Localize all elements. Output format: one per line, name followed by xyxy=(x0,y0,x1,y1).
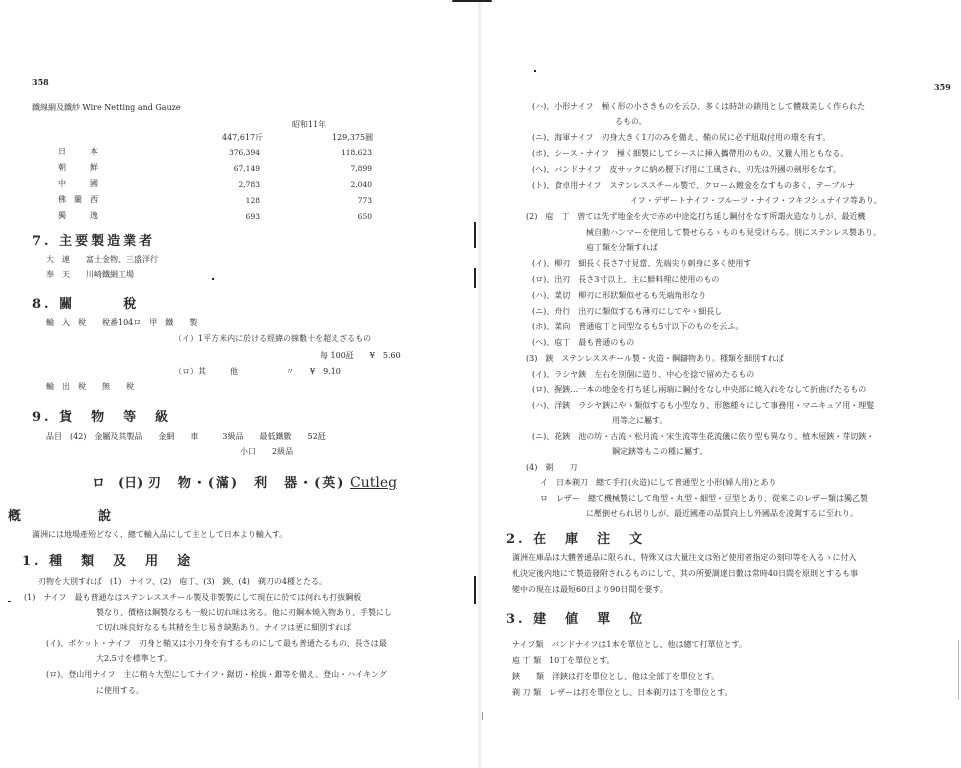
gutter-mark xyxy=(474,222,476,248)
paragraph-line: イ 日本剃刀 總て手打(火造)にして普通型と小形(婦人用)とあり xyxy=(540,478,777,487)
table-cell-val: 650 xyxy=(357,212,372,221)
paragraph-line: (3) 鋏 ステンレススチール製・火造・鋼鑄物あり。種類を細別すれば xyxy=(526,354,785,363)
table-row-label: 日 本 xyxy=(58,147,98,156)
paragraph-line: るもの。 xyxy=(615,117,647,126)
section-heading: 1. 種 類 及 用 途 xyxy=(22,554,194,569)
paragraph-line: に使用する。 xyxy=(96,686,144,695)
overview-text: 滿洲には地場產殆どなく、總て輸入品にして主として日本より輸入す。 xyxy=(32,530,288,539)
table-cell-qty: 693 xyxy=(245,212,260,221)
paragraph-line: (ロ)、登山用ナイフ 主に稍々大型にしてナイフ・鋸切・栓拔・錐等を備え、登山・ハイキング xyxy=(46,670,387,679)
paragraph-line: (ヘ)、バンドナイフ 皮サックに納め腰下げ用に工風され、刃先は外國の劍形をなす。 xyxy=(532,165,842,174)
unit-line: 庖 丁 類 10丁を單位とす。 xyxy=(512,656,615,665)
paragraph-line: 鋼定鋏等もこの種に屬す。 xyxy=(612,447,708,456)
grade-line: 品目 (42) 金屬及其製品 金網 車 3級品 最低鐵數 52瓩 xyxy=(46,432,326,441)
paragraph-line: (ニ)、花鋏 池の坊・古流・松月流・宋生流等生花流儀に依り型も異なり、植木屋鋏・芽切鋏・ xyxy=(532,432,875,441)
table-cell-qty: 67,149 xyxy=(233,164,260,173)
paragraph-line: て切れ味良好なるも其精を生じ易き缺點あり。ナイフは更に細別すれば xyxy=(96,623,352,632)
page-number: 358 xyxy=(32,77,49,87)
year-header: 昭和11年 xyxy=(292,120,327,129)
paragraph-line: (ヘ)、庖丁 最も普通のもの xyxy=(532,338,635,347)
gutter-mark xyxy=(474,576,476,604)
paragraph-line: (ニ)、海軍ナイフ 刃身大きく1刀のみを備え、鞘の尻に必ず紐取付用の環を有す。 xyxy=(532,133,831,142)
table-cell-qty: 2,783 xyxy=(238,180,260,189)
page-number: 359 xyxy=(934,82,951,92)
column-header-value: 129,375圓 xyxy=(332,133,374,142)
scan-speck xyxy=(212,278,214,280)
paragraph-line: (イ)、ラシヤ鋏 左右を別個に造り、中心を捻で留めたるもの xyxy=(532,370,755,379)
tariff-line: 輸 入 稅 稅番104ロ 甲 鐵 製 xyxy=(46,318,198,327)
scan-speck xyxy=(8,601,11,602)
paragraph-line: (ハ)、洋鋏 ラシヤ鋏にやゝ類似するも小型なり、形態種々にして事務用・マニキュア用・理髮 xyxy=(532,401,875,410)
table-row-label: 佛 蘭 西 xyxy=(58,195,98,204)
section-heading: 9. 貨 物 等 級 xyxy=(32,410,172,425)
paragraph-line: (1) ナイフ 最も普通なはステンレススチール製及非製製にして現在に於ては何れも打拔鋼板 xyxy=(24,593,362,602)
chapter-title-main: 刃 物・(滿) 利 器・(英) xyxy=(147,476,346,491)
tariff-line: （ロ）其 他 〃 ¥ 9.10 xyxy=(174,367,341,376)
paragraph-line: (ロ)、出刃 長さ3寸以上、主に鮮料理に使用のもの xyxy=(532,275,720,284)
paragraph-line: (ニ)、舟行 出刃に類似するも薄刃にしてやゝ細長し xyxy=(532,307,723,316)
paragraph-line: (イ)、ポケット・ナイフ 刃身と鞘又は小刀身を有するものにして最も普通たるもの、長さは最 xyxy=(46,639,387,648)
paragraph-line: 刃物を大別すれば (1) ナイフ、(2) 庖丁、(3) 鋏、(4) 剃刀の4種とたる。 xyxy=(38,577,327,586)
paragraph-line: (2) 庖 丁 曾ては先ず地金を火で赤め中途迄打ち延し鋼付をなす所謂火造なりしが、最近機 xyxy=(526,212,866,221)
manufacturer-line: 奉 天 川崎鐵網工場 xyxy=(46,270,134,279)
paragraph-line: (ハ)、菜切 柳刃に形狀類似せるも先端角形なり xyxy=(532,291,707,300)
table-cell-qty: 376,394 xyxy=(228,148,260,157)
table-cell-val: 773 xyxy=(357,196,372,205)
paragraph-line: 製なり、價格は鋼製なるも一般に切れ味は劣る。他に刃鋼本燒入物あり、手製にし xyxy=(96,608,392,617)
paragraph-line: 大2.5寸を標準とす。 xyxy=(96,654,173,663)
paragraph-line: (ホ)、菜向 普通庖丁と同型なるも5寸以下のものを云ふ。 xyxy=(532,322,744,331)
chapter-title-prefix: ロ (日) xyxy=(92,476,144,491)
paragraph-line: (ハ)、小形ナイフ 極く形の小さきものを云ひ、多くは時計の鎖用として體裁美しく作られた xyxy=(532,102,866,111)
section-heading: 8. 關 稅 xyxy=(32,297,140,312)
unit-line: 剃 刀 類 レザーは打を單位とし、日本剃刀は丁を單位とす。 xyxy=(512,688,733,697)
paragraph-line: に壓倒せられ居りしが、最近國產の品質向上し外國品を凌駕するに至れり。 xyxy=(586,509,858,518)
unit-line: ナイフ類 バンドナイフは1本を單位とし、他は總て打單位とす。 xyxy=(512,640,747,649)
left-page xyxy=(0,0,478,768)
paragraph-line: 械自動ハンマーを使用して製せらるゝものも見受けらる。別にステンレス製あり。 xyxy=(586,228,881,237)
chapter-title xyxy=(92,472,397,491)
table-row-label: 獨 逸 xyxy=(58,211,98,220)
paragraph-line: 庖丁類を分類すれば xyxy=(586,243,658,252)
chapter-title-english: Cutleg xyxy=(349,475,398,491)
table-cell-qty: 128 xyxy=(245,196,260,205)
table-row-label: 中 國 xyxy=(58,179,98,188)
paragraph-line: 滿洲在庫品は大體普通品に限られ、特殊又は大量注文は殆ど使用者指定の刻印等を入るゝに付入 xyxy=(512,553,857,562)
section-heading: 7. 主要製造業者 xyxy=(32,234,156,249)
column-header-quantity: 447,617斤 xyxy=(222,133,264,142)
paragraph-line: 變中の現在は最短60日より90日間を要す。 xyxy=(512,585,668,594)
scan-speck xyxy=(534,70,536,72)
table-cell-val: 7,899 xyxy=(350,164,372,173)
tariff-line: 輸 出 稅 無 稅 xyxy=(46,382,134,391)
scan-speck xyxy=(482,712,483,720)
paragraph-line: 用等之に屬す。 xyxy=(612,416,668,425)
right-page xyxy=(482,0,961,768)
paragraph-line: (ト)、食卓用ナイフ ステンレススチール製で、クローム鍍金をなすもの多く、テーブルナ xyxy=(532,181,856,190)
paragraph-line: ロ レザー 總て機械製にして角型・丸型・細型・豆型とあり、從來このレザー類は獨乙製 xyxy=(540,494,868,503)
table-row-label: 朝 鮮 xyxy=(58,163,98,172)
grade-line: 小口 2級品 xyxy=(240,447,294,456)
manufacturer-line: 大 連 富士金物、三盛洋行 xyxy=(46,255,158,264)
paragraph-line: (4) 剃 刀 xyxy=(526,463,578,472)
tariff-line: （イ）1平方米内に於ける經緯の線數十を超えざるもの xyxy=(174,334,372,343)
table-title: 鐵線網及鐵紗 Wire Netting and Gauze xyxy=(32,103,181,112)
paragraph-line: (ホ)、シース・ナイフ 極く細製にしてシースに挿入攜帶用のもの、又獵人用ともなる。 xyxy=(532,149,849,158)
paragraph-line: 札決定後内地にて製造發附されるものにして、其の所要調達日數は常時40日間を原則とするも事 xyxy=(512,569,859,578)
table-cell-val: 118,623 xyxy=(340,148,372,157)
gutter-mark xyxy=(474,268,476,288)
section-heading: 2. 在 庫 注 文 xyxy=(506,532,646,547)
paragraph-line: (イ)、柳刃 細長く長さ7寸見當、先端尖り刺身に多く使用す xyxy=(532,259,752,268)
table-cell-val: 2,040 xyxy=(350,180,372,189)
page-edge-mark xyxy=(958,640,959,700)
paragraph-line: イフ・デザートナイフ・フルーツ・ナイフ・フキフシュナイフ等あり。 xyxy=(630,196,882,205)
tariff-line: 每 100瓩 ¥ 5.60 xyxy=(320,351,401,360)
paragraph-line: (ロ)、握鋏…一本の地金を打ち延し兩端に鋼付をなし中央部に燒入れをなして折曲げたるもの xyxy=(532,385,867,394)
section-heading: 3. 建 値 單 位 xyxy=(506,612,646,627)
overview-heading: 槪 說 xyxy=(8,509,114,524)
unit-line: 鋏 類 洋鋏は打を單位とし、他は全部丁を單位とす。 xyxy=(512,672,720,681)
